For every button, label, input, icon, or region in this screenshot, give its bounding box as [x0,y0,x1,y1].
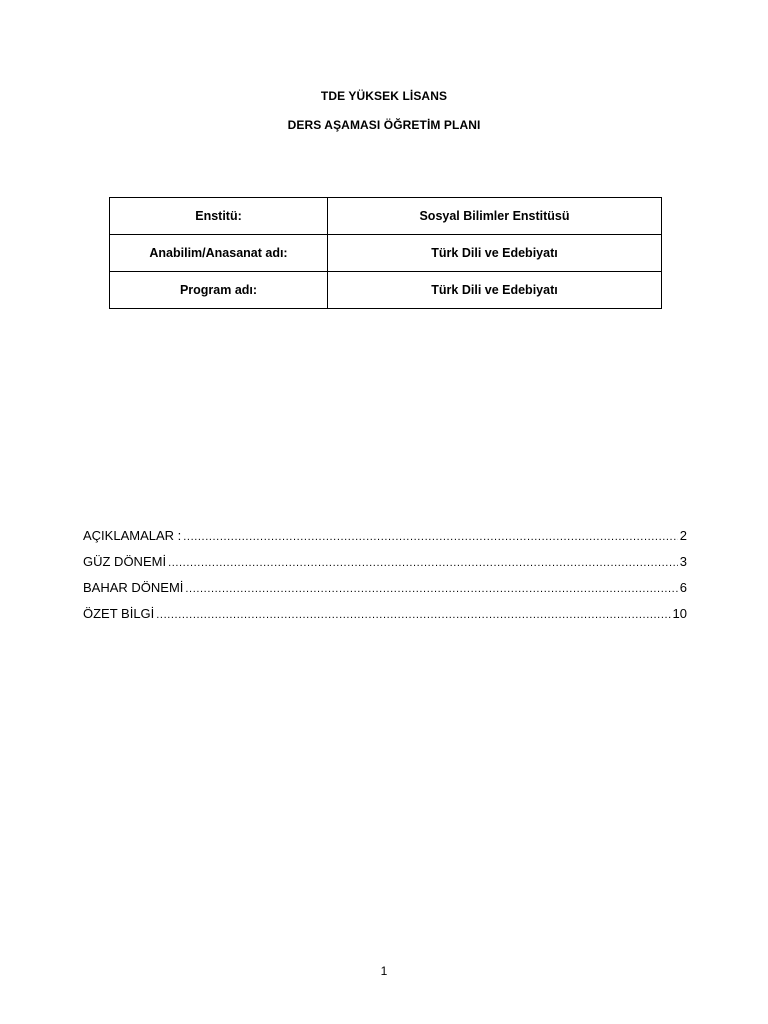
department-label: Anabilim/Anasanat adı: [110,235,328,272]
toc-entry-page[interactable]: 6 [679,580,687,595]
program-info-table [109,197,662,309]
toc-dot-leader [183,528,678,546]
toc-entry-label[interactable]: ÖZET BİLGİ [83,606,155,621]
toc-entry-label[interactable]: AÇIKLAMALAR : [83,528,182,543]
table-row [110,198,662,235]
program-label: Program adı: [110,272,328,309]
toc-dot-leader [168,554,678,572]
institute-label: Enstitü: [110,198,328,235]
toc-entry-label[interactable]: GÜZ DÖNEMİ [83,554,167,569]
department-value: Türk Dili ve Edebiyatı [328,235,662,272]
toc-entry-ozet-bilgi[interactable] [83,605,687,631]
toc-entry-guz-donemi[interactable] [83,553,687,579]
program-value: Türk Dili ve Edebiyatı [328,272,662,309]
document-subtitle: DERS AŞAMASI ÖĞRETİM PLANI [287,118,481,132]
institute-value: Sosyal Bilimler Enstitüsü [328,198,662,235]
table-row [110,272,662,309]
toc-entry-label[interactable]: BAHAR DÖNEMİ [83,580,184,595]
toc-entry-page[interactable]: 3 [679,554,687,569]
table-of-contents [83,527,687,631]
document-title: TDE YÜKSEK LİSANS [320,89,448,103]
toc-entry-page[interactable]: 2 [679,528,687,543]
toc-entry-page[interactable]: 10 [672,606,687,621]
toc-dot-leader [185,580,677,598]
table-row [110,235,662,272]
page-number: 1 [380,964,388,978]
toc-dot-leader [156,606,670,624]
toc-entry-bahar-donemi[interactable] [83,579,687,605]
toc-entry-aciklamalar[interactable] [83,527,687,553]
